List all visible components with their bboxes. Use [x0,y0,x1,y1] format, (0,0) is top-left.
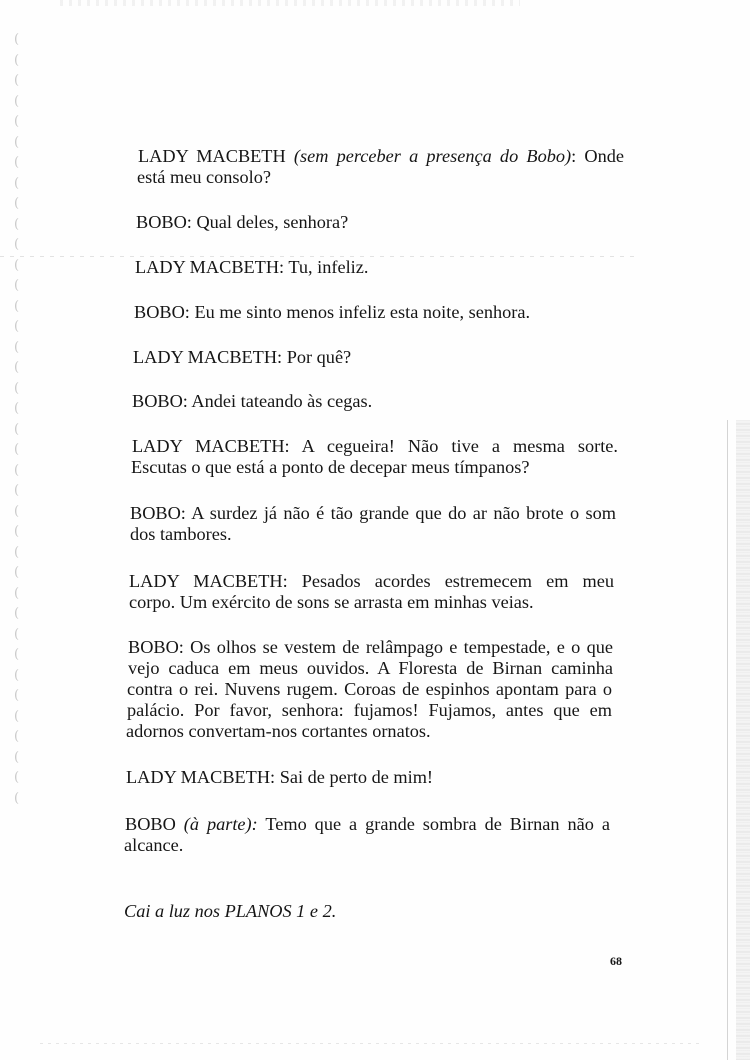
binding-marks: ( ( ( ( ( ( ( ( ( ( ( ( ( ( ( ( ( ( ( ( ( ( ( ( ( ( ( ( ( ( ( ( ( ( ( ( ( ( [14,32,20,806]
dialogue-line: LADY MACBETH: Sai de perto de mim! [126,767,434,787]
dialogue-line: BOBO: Qual deles, senhora? [136,212,349,232]
dialogue-line: BOBO: Eu me sinto menos infeliz esta noite, senhora. [134,302,531,322]
page-number: 68 [610,954,622,968]
stage-direction: Cai a luz nos PLANOS 1 e 2. [124,901,337,921]
scan-artifact-top [60,0,520,6]
dialogue-line-continuation: adornos convertam-nos cortantes ornatos. [126,721,431,741]
dialogue-line-continuation: vejo caduca em meus ouvidos. A Floresta de Birnan caminha [128,658,613,678]
dialogue-line: BOBO: Andei tateando às cegas. [132,391,373,411]
dialogue-line: LADY MACBETH: Por quê? [133,347,352,367]
scan-edge-line [727,420,728,1060]
dialogue-line-continuation: alcance. [124,835,184,855]
dialogue-line-continuation: está meu consolo? [137,167,272,187]
scan-edge-shadow [736,420,750,1060]
dialogue-line: LADY MACBETH: A cegueira! Não tive a mesma sorte. [132,436,618,456]
dialogue-line-continuation: corpo. Um exército de sons se arrasta em minhas veias. [129,592,534,612]
speaker-name: LADY MACBETH [138,146,286,166]
dialogue-line-continuation: contra o rei. Nuvens rugem. Coroas de espinhos apontam para o [127,679,612,699]
scan-artifact-bottom [40,1043,700,1044]
speaker-name: BOBO [125,814,176,834]
dialogue-line-continuation: dos tambores. [130,524,232,544]
dialogue-line: LADY MACBETH (sem perceber a presença do Bobo): Onde [138,146,624,166]
dialogue-line-continuation: Escutas o que está a ponto de decepar meus tímpanos? [131,457,530,477]
dialogue-line: BOBO: A surdez já não é tão grande que do ar não brote o som [130,503,616,523]
stage-direction-inline: (sem perceber a presença do Bobo) [293,146,572,166]
dialogue-line: LADY MACBETH: Pesados acordes estremecem em meu [129,571,614,591]
dialogue-line: LADY MACBETH: Tu, infeliz. [135,257,369,277]
dialogue-line: BOBO (à parte): Temo que a grande sombra de Birnan não a [125,814,610,834]
dialogue-line-continuation: palácio. Por favor, senhora: fujamos! Fujamos, antes que em [127,700,612,720]
dialogue-line: BOBO: Os olhos se vestem de relâmpago e tempestade, e o que [128,637,613,657]
stage-direction-inline: (à parte): [183,814,258,834]
